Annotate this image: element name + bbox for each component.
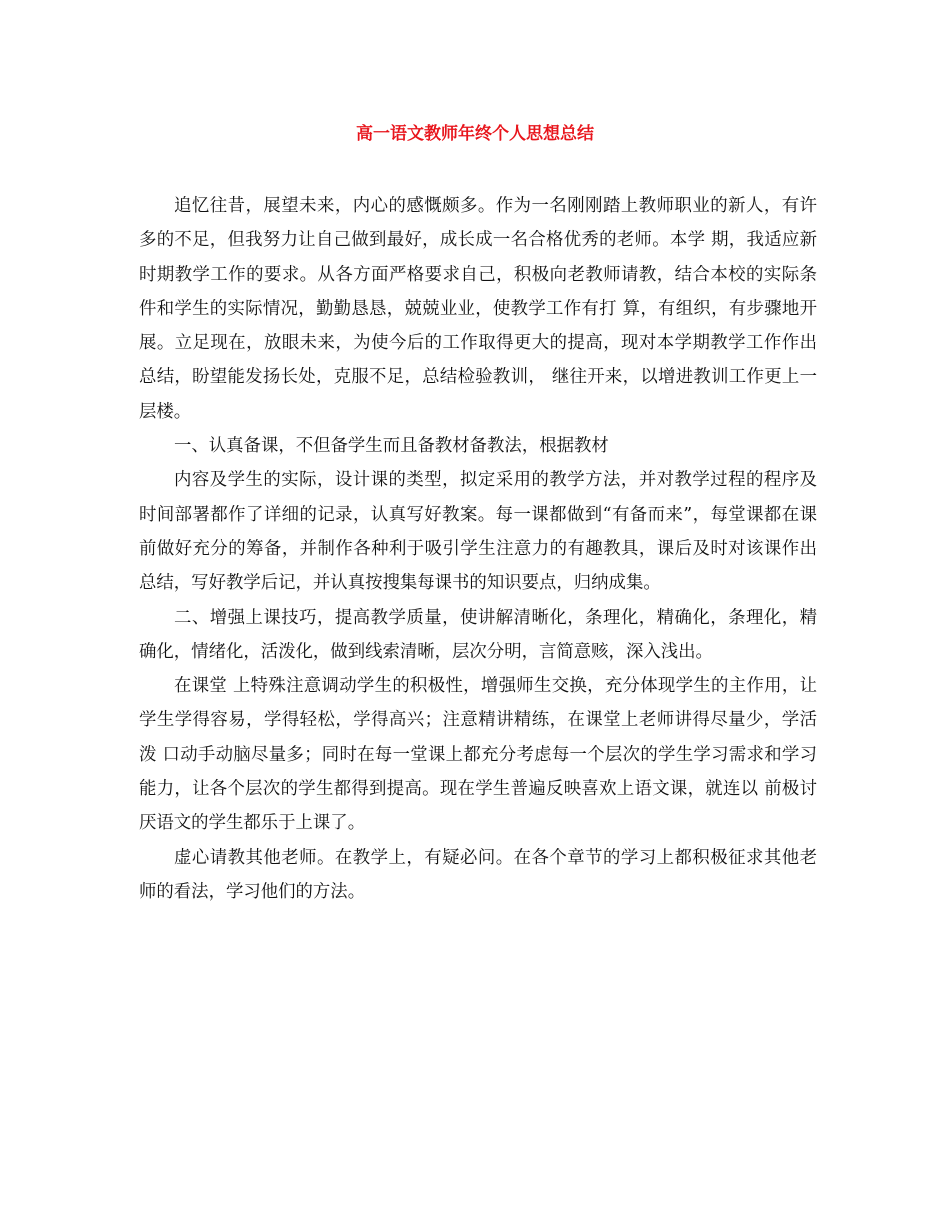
paragraph-lesson-preparation: 内容及学生的实际，设计课的类型，拟定采用的教学方法，并对教学过程的程序及时间部署都作了详细的记录，认真写好教案。每一课都做到“有备而来”，每堂课都在课前做好充分的筹备，并制作各种利于吸引学生注意力的有趣教具，课后及时对该课作出总结，写好教学后记，并认真按搜集每课书的知识要点，归纳成集。 — [139, 470, 817, 594]
paragraph-classroom-practice: 在课堂 上特殊注意调动学生的积极性，增强师生交换，充分体现学生的主作用，让学生学得容易，学得轻松，学得高兴；注意精讲精练，在课堂上老师讲得尽量少，学活泼 口动手动脑尽量多；同时在每一堂课上都充分考虑每一个层次的学生学习需求和学习能力，让各个层次的学生都得到提高。现在学生普遍反映喜欢上语文课，就连以 前极讨厌语文的学生都乐于上课了。 — [139, 676, 817, 834]
paragraph-intro: 追忆往昔，展望未来，内心的感慨颇多。作为一名刚刚踏上教师职业的新人，有许多的不足，但我努力让自己做到最好，成长成一名合格优秀的老师。本学 期，我适应新时期教学工作的要求。从各方面严格要求自己，积极向老教师请教，结合本校的实际条件和学生的实际情况，勤勤恳恳，兢兢业业，使教学工作有打 算，有组织，有步骤地开展。立足现在，放眼未来，为使今后的工作取得更大的提高，现对本学期教学工作作出总结，盼望能发扬长处，克服不足，总结检验教训， 继往开来，以增进教训工作更上一层楼。 — [139, 196, 817, 422]
document-title: 高一语文教师年终个人思想总结 — [356, 124, 594, 144]
paragraph-section-1-heading: 一、认真备课，不但备学生而且备教材备教法，根据教材 — [174, 436, 609, 457]
paragraph-consult-teachers: 虚心请教其他老师。在教学上，有疑必问。在各个章节的学习上都积极征求其他老师的看法，学习他们的方法。 — [139, 847, 817, 902]
document-body — [139, 189, 817, 909]
paragraph-section-2-heading: 二、增强上课技巧，提高教学质量，使讲解清晰化，条理化，精确化，条理化，精确化，情绪化，活泼化，做到线索清晰，层次分明，言简意赅，深入浅出。 — [139, 607, 817, 662]
